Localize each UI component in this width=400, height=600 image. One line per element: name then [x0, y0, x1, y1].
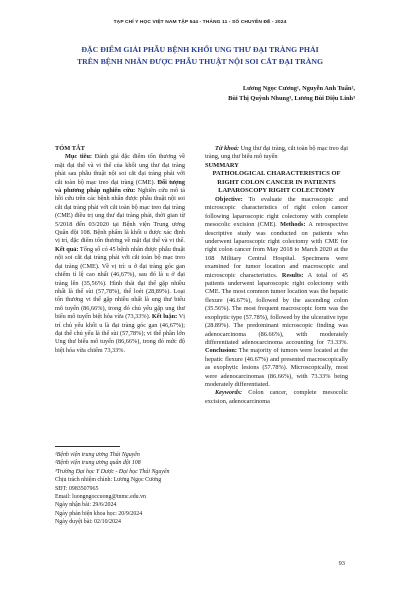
conclusion-text: Vị trí chủ yếu khối u là đại tràng góc gan (46,67%); đại thể chủ yếu là thể sùi (57,78%); vi thể phần lớn Ung thư biểu mô tuyến (86,66%), trong đó mức độ biệt hóa vừa chiếm 73,33%.	[55, 313, 185, 354]
article-title	[40, 44, 360, 68]
objective-text: To evaluate the macroscopic and microscopic characteristics of right colon cancer following laparoscopic right colectomy with complete mesocolic excision (CME).	[205, 196, 348, 229]
date-received: Ngày nhận bài: 29/6/2024	[55, 502, 117, 509]
vietnamese-abstract	[55, 145, 185, 355]
title-line: ĐẶC ĐIỂM GIẢI PHẪU BỆNH KHỐI UNG THƯ ĐẠI TRÀNG PHẢI	[81, 45, 319, 54]
footnote-divider	[55, 446, 120, 447]
vietnamese-keywords	[205, 145, 348, 162]
email: Email: luongngoccuong@tnmc.edu.vn	[55, 494, 146, 501]
conclusion-label: Conclusion:	[205, 347, 237, 355]
abstract-heading: TÓM TẮT	[55, 145, 85, 152]
date-accepted: Ngày duyệt bài: 02/10/2024	[55, 519, 121, 526]
keywords-text: Colon cancer, complete mesocolic excision, adenocarcinoma	[205, 389, 348, 405]
results-text: Tổng số có 45 bệnh nhân được phẫu thuật nội soi cắt đại tràng phải với cắt toàn bộ mạc treo đại tràng (CME). Về vị trí: u ở đại tràng góc gan chiếm tỉ lệ cao nhất (46,67%), sau đó là u ở đại tràng lên (35,56%). Hình thái đại thể gặp nhiều nhất là thể sùi (57,78%), thể loét (28,89%). Loại tổn thương vi thể gặp nhiều nhất là ung thư biểu mô tuyến (86,66%), trong đó chủ yếu gặp ung thư biểu mô tuyến biệt hóa vừa (73,33%).	[55, 245, 186, 321]
methods-text: Nghiên cứu mô tả hồi cứu trên các bệnh nhân được phẫu thuật nội soi cắt đại tràng phải với cắt toàn bộ mạc treo đại tràng (CME) điều trị ung thư đại tràng phải, thời gian từ 5/2018 đến 03/2020 tại Bệnh viện Trung ương Quân đội 108. Bệnh phẩm là khối u được xác định vị trí, đặc điểm tổn thương về mặt đại thể và vi thể.	[55, 187, 185, 245]
results-label: Results:	[277, 271, 304, 279]
affiliation-1: ¹Bệnh viện trung ương Thái Nguyên	[55, 452, 140, 458]
objective-label: Mục tiêu:	[65, 153, 93, 161]
affiliation-3: ³Trường Đại học Y Dược - Đại học Thái Nguyên	[55, 468, 170, 475]
english-keywords	[205, 389, 348, 406]
abstract-body	[55, 153, 185, 355]
keywords-label: Từ khoá:	[215, 145, 240, 152]
page-number: 93	[338, 560, 345, 567]
methods-label: Methods:	[276, 221, 306, 229]
conclusion-label: Kết luận:	[150, 313, 178, 321]
phone: SĐT: 0983507965	[55, 485, 99, 492]
author-line: Bùi Thị Quỳnh Nhung³, Lương Bùi Diệu Linh³	[228, 95, 355, 102]
author-line: Lương Ngọc Cương¹, Nguyễn Anh Tuấn²,	[242, 85, 355, 92]
keywords-label: Keywords:	[215, 389, 243, 397]
results-text: A total of 45 patients underwent laparoscopic right colectomy with CME. The most common tumor location was the hepatic flexure (46.67%), followed by the ascending colon (35.56%). The most frequent macroscopic form was the exophytic type (57.78%), followed by the ulcerative type (28.89%). The predominant microscopic finding was adenocarcinoma (86.66%), with moderately differentiated adenocarcinoma accounting for 73.33%.	[205, 271, 349, 346]
conclusion-text: The majority of tumors were located at the hepatic flexure (46.67%) and presented macroscopically as exophytic lesions (57.78%). Microscopically, most were adenocarcinomas (86.66%), with 73.33% being moderately differentiated.	[205, 347, 348, 388]
responsible-author: Chịu trách nhiệm chính: Lương Ngọc Cương	[55, 477, 162, 484]
footnotes	[55, 451, 195, 527]
methods-text: A retrospective descriptive study was conducted on patients who underwent laparoscopic right colectomy with CME for right colon cancer from May 2018 to March 2020 at the 108 Military Central Hospital. Specimens were examined for tumor location and macroscopic and microscopic characteristics.	[205, 221, 348, 279]
english-abstract	[205, 145, 348, 406]
methods-label: Đối tượng và phương pháp nghiên cứu:	[55, 178, 185, 195]
journal-header: TẠP CHÍ Y HỌC VIỆT NAM TẬP 544 - THÁNG 11 - SỐ CHUYÊN ĐỀ - 2024	[113, 20, 287, 25]
keywords-text: Ung thư đại tràng, cắt toàn bộ mạc treo đại tràng, ung thư biểu mô tuyến	[205, 145, 348, 161]
affiliation-2: ²Bệnh viện trung ương quân đội 108	[55, 460, 141, 467]
objective-label: Objective:	[215, 196, 243, 203]
results-label: Kết quả:	[55, 245, 79, 253]
author-list	[95, 84, 355, 104]
date-reviewed: Ngày phản biện khoa học: 20/9/2024	[55, 510, 143, 517]
objective-text: Đánh giá đặc điểm tổn thương về mặt đại thể và vi thể của khối ung thư đại tràng phải sau phẫu thuật nội soi cắt đại tràng phải với cắt toàn bộ mạc treo đại tràng (CME).	[55, 153, 185, 186]
summary-body	[205, 196, 348, 389]
english-title: PATHOLOGICAL CHARACTERISTICS OF RIGHT COLON CANCER IN PATIENTS LAPAROSCOPY RIGHT COLECTOMY	[212, 170, 341, 195]
title-line: TRÊN BỆNH NHÂN ĐƯỢC PHẪU THUẬT NỘI SOI CẮT ĐẠI TRÀNG	[76, 57, 324, 66]
summary-heading: SUMMARY	[205, 161, 239, 169]
